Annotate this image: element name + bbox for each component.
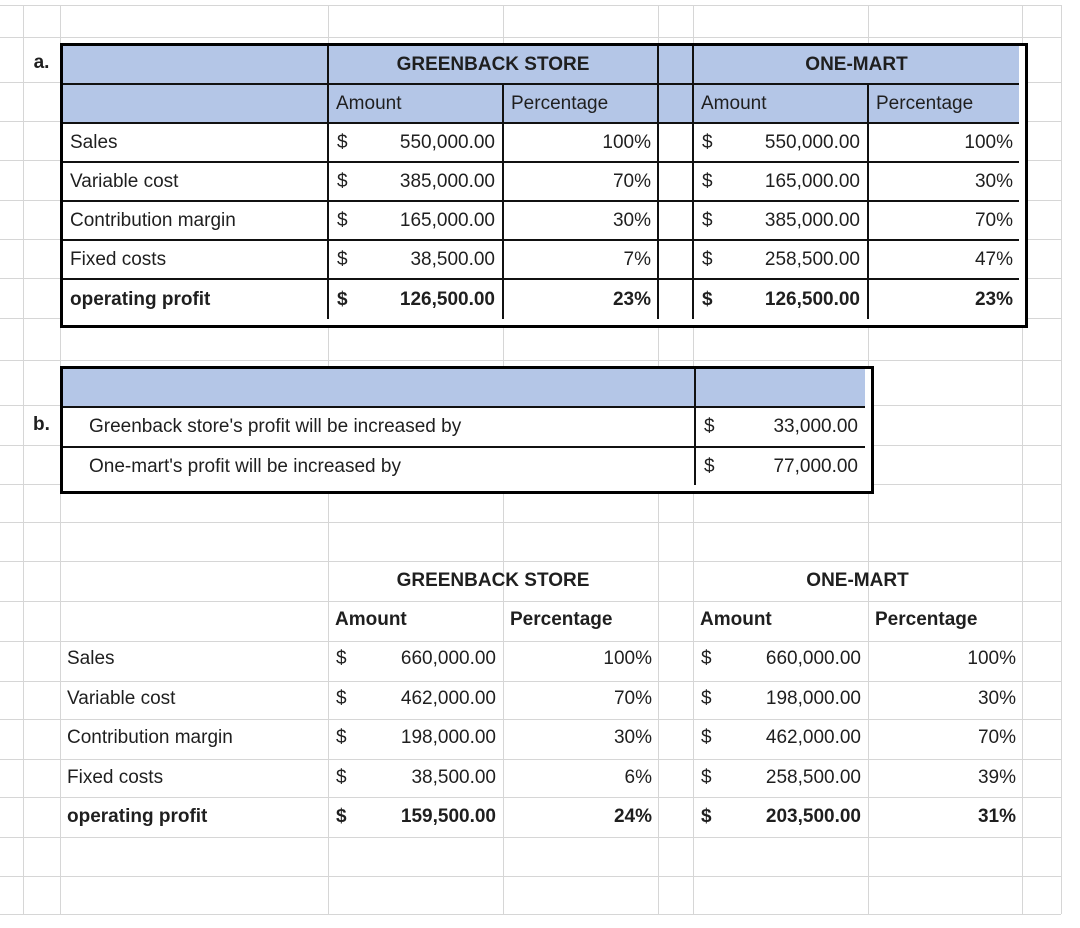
spreadsheet-cell[interactable]	[658, 640, 693, 679]
amount-value: 198,000.00	[765, 687, 861, 709]
amount-cell[interactable]	[693, 719, 868, 758]
percentage-cell[interactable]	[503, 719, 658, 758]
amount-cell[interactable]	[693, 679, 868, 718]
amount-cell[interactable]	[328, 719, 503, 758]
amount-value: 258,500.00	[764, 248, 860, 270]
currency-symbol: $	[702, 248, 713, 270]
column-header-label: Percentage	[876, 92, 974, 114]
percentage-cell[interactable]	[504, 202, 659, 241]
currency-symbol: $	[336, 766, 347, 788]
amount-value: 258,500.00	[765, 766, 861, 788]
percentage-cell[interactable]	[504, 124, 659, 163]
section-label-b: b.	[33, 414, 50, 435]
percentage-value: 30%	[974, 170, 1013, 192]
gridline	[0, 37, 1061, 38]
percentage-cell[interactable]	[868, 719, 1022, 758]
row-label-cell[interactable]	[60, 640, 328, 679]
row-label-cell[interactable]	[63, 202, 329, 241]
one-mart-header[interactable]	[693, 561, 1022, 600]
spreadsheet-cell[interactable]	[658, 561, 693, 600]
currency-symbol: $	[337, 288, 348, 310]
currency-symbol: $	[337, 131, 348, 153]
table-b	[60, 366, 874, 494]
percentage-cell[interactable]	[869, 280, 1019, 319]
currency-symbol: $	[336, 687, 347, 709]
amount-cell[interactable]	[329, 202, 504, 241]
spreadsheet-cell[interactable]	[659, 124, 694, 163]
store-header-label: GREENBACK STORE	[396, 53, 590, 75]
percentage-value: 23%	[612, 288, 651, 310]
row-label: Contribution margin	[70, 209, 236, 231]
percentage-value: 24%	[613, 806, 652, 828]
amount-cell[interactable]	[693, 758, 868, 797]
amount-value: 462,000.00	[400, 687, 496, 709]
amount-value: 126,500.00	[764, 288, 860, 310]
amount-value: 385,000.00	[399, 170, 495, 192]
currency-symbol: $	[702, 131, 713, 153]
amount-value: 165,000.00	[764, 170, 860, 192]
amount-cell[interactable]	[329, 163, 504, 202]
row-label: Fixed costs	[70, 248, 167, 270]
spreadsheet-cell[interactable]	[658, 758, 693, 797]
spreadsheet-cell[interactable]	[659, 85, 694, 124]
percentage-value: 100%	[602, 131, 651, 153]
profit-increase-label-cell[interactable]	[63, 408, 696, 448]
spreadsheet-cell[interactable]	[658, 797, 693, 836]
currency-symbol: $	[336, 806, 347, 828]
column-header-label: Amount	[335, 609, 407, 631]
percentage-value: 70%	[612, 170, 651, 192]
amount-value: 660,000.00	[765, 648, 861, 670]
gridline	[23, 5, 24, 914]
row-label: Contribution margin	[67, 727, 233, 749]
amount-value: 159,500.00	[400, 806, 496, 828]
amount-cell[interactable]	[329, 241, 504, 280]
currency-symbol: $	[702, 288, 713, 310]
amount-value: 33,000.00	[773, 416, 858, 437]
amount-cell[interactable]	[328, 640, 503, 679]
amount-cell[interactable]	[694, 280, 869, 319]
spreadsheet-cell[interactable]	[658, 679, 693, 718]
amount-value: 126,500.00	[399, 288, 495, 310]
percentage-value: 70%	[974, 209, 1013, 231]
percentage-value: 30%	[612, 209, 651, 231]
amount-cell[interactable]	[328, 797, 503, 836]
amount-value: 165,000.00	[399, 209, 495, 231]
amount-column-header[interactable]	[329, 85, 504, 124]
spreadsheet-cell[interactable]	[63, 369, 696, 408]
percentage-column-header[interactable]	[503, 600, 658, 639]
store-header-label: GREENBACK STORE	[396, 569, 590, 591]
currency-symbol: $	[702, 170, 713, 192]
spreadsheet-cell[interactable]	[63, 85, 329, 124]
spreadsheet-cell[interactable]	[63, 46, 329, 85]
amount-cell[interactable]	[696, 448, 865, 485]
amount-value: 198,000.00	[400, 727, 496, 749]
row-label: Fixed costs	[67, 766, 164, 788]
amount-column-header[interactable]	[693, 600, 868, 639]
amount-column-header[interactable]	[694, 85, 869, 124]
amount-cell[interactable]	[693, 640, 868, 679]
amount-cell[interactable]	[694, 202, 869, 241]
amount-value: 550,000.00	[399, 131, 495, 153]
percentage-cell[interactable]	[503, 679, 658, 718]
amount-value: 462,000.00	[765, 727, 861, 749]
amount-cell[interactable]	[329, 124, 504, 163]
percentage-value: 100%	[603, 648, 652, 670]
currency-symbol: $	[702, 209, 713, 231]
gridline	[0, 837, 1061, 838]
percentage-column-header[interactable]	[504, 85, 659, 124]
percentage-value: 70%	[613, 687, 652, 709]
percentage-cell[interactable]	[869, 241, 1019, 280]
row-label-cell[interactable]	[63, 241, 329, 280]
percentage-cell[interactable]	[868, 797, 1022, 836]
gridline	[0, 522, 1061, 523]
column-header-label: Amount	[700, 609, 772, 631]
spreadsheet-cell[interactable]	[659, 280, 694, 319]
gridline	[0, 914, 1061, 915]
greenback-store-header[interactable]	[329, 46, 659, 85]
row-label-cell[interactable]	[63, 280, 329, 319]
percentage-cell[interactable]	[869, 124, 1019, 163]
spreadsheet-cell[interactable]	[659, 202, 694, 241]
percentage-value: 70%	[977, 727, 1016, 749]
column-header-label: Amount	[701, 92, 767, 114]
store-header-label: ONE-MART	[806, 569, 909, 591]
row-label-cell[interactable]	[60, 758, 328, 797]
percentage-cell[interactable]	[504, 241, 659, 280]
percentage-value: 100%	[964, 131, 1013, 153]
currency-symbol: $	[337, 209, 348, 231]
amount-cell[interactable]	[693, 797, 868, 836]
percentage-column-header[interactable]	[869, 85, 1019, 124]
currency-symbol: $	[701, 766, 712, 788]
spreadsheet-cell[interactable]	[659, 46, 694, 85]
amount-value: 203,500.00	[765, 806, 861, 828]
percentage-value: 30%	[977, 687, 1016, 709]
row-label: operating profit	[70, 288, 211, 310]
gridline	[0, 360, 1061, 361]
row-label-cell[interactable]	[60, 719, 328, 758]
currency-symbol: $	[337, 248, 348, 270]
amount-value: 38,500.00	[411, 766, 496, 788]
percentage-value: 23%	[974, 288, 1013, 310]
column-header-label: Percentage	[875, 609, 978, 631]
amount-value: 660,000.00	[400, 648, 496, 670]
amount-value: 550,000.00	[764, 131, 860, 153]
row-label: Sales	[67, 648, 115, 670]
currency-symbol: $	[336, 648, 347, 670]
percentage-cell[interactable]	[868, 758, 1022, 797]
spreadsheet-cell[interactable]	[659, 241, 694, 280]
column-header-label: Percentage	[510, 609, 613, 631]
percentage-value: 31%	[977, 806, 1016, 828]
column-header-label: Percentage	[511, 92, 609, 114]
store-header-label: ONE-MART	[805, 53, 908, 75]
percentage-value: 7%	[623, 248, 651, 270]
statement-text: Greenback store's profit will be increased by	[89, 416, 462, 437]
amount-value: 77,000.00	[773, 455, 858, 477]
row-label: Sales	[70, 131, 118, 153]
table-c	[60, 561, 1022, 837]
statement-text: One-mart's profit will be increased by	[89, 455, 401, 477]
spreadsheet-cell[interactable]	[60, 561, 328, 600]
amount-value: 38,500.00	[410, 248, 495, 270]
currency-symbol: $	[336, 727, 347, 749]
row-label-cell[interactable]	[60, 679, 328, 718]
currency-symbol: $	[701, 648, 712, 670]
row-label: Variable cost	[70, 170, 179, 192]
amount-column-header[interactable]	[328, 600, 503, 639]
table-a	[60, 43, 1028, 328]
amount-cell[interactable]	[328, 679, 503, 718]
column-header-label: Amount	[336, 92, 402, 114]
percentage-value: 39%	[977, 766, 1016, 788]
spreadsheet-cell[interactable]	[658, 719, 693, 758]
percentage-cell[interactable]	[868, 679, 1022, 718]
profit-increase-label-cell[interactable]	[63, 448, 696, 485]
currency-symbol: $	[704, 416, 715, 437]
amount-cell[interactable]	[328, 758, 503, 797]
amount-cell[interactable]	[329, 280, 504, 319]
percentage-cell[interactable]	[869, 202, 1019, 241]
percentage-cell[interactable]	[504, 163, 659, 202]
gridline	[1061, 5, 1062, 914]
gridline	[0, 5, 1061, 6]
amount-cell[interactable]	[694, 241, 869, 280]
percentage-cell[interactable]	[504, 280, 659, 319]
percentage-cell[interactable]	[869, 163, 1019, 202]
spreadsheet-cell[interactable]	[658, 600, 693, 639]
gridline	[0, 876, 1061, 877]
section-label-a: a.	[33, 51, 50, 73]
percentage-column-header[interactable]	[868, 600, 1022, 639]
percentage-value: 100%	[967, 648, 1016, 670]
percentage-cell[interactable]	[503, 758, 658, 797]
amount-cell[interactable]	[696, 408, 865, 448]
row-label-cell[interactable]	[63, 163, 329, 202]
one-mart-header[interactable]	[694, 46, 1019, 85]
amount-value: 385,000.00	[764, 209, 860, 231]
greenback-store-header[interactable]	[328, 561, 658, 600]
percentage-value: 6%	[624, 766, 652, 788]
currency-symbol: $	[701, 727, 712, 749]
percentage-cell[interactable]	[503, 797, 658, 836]
spreadsheet-cell[interactable]	[60, 600, 328, 639]
amount-cell[interactable]	[694, 163, 869, 202]
currency-symbol: $	[704, 455, 715, 477]
row-label-cell[interactable]	[63, 124, 329, 163]
amount-cell[interactable]	[694, 124, 869, 163]
currency-symbol: $	[337, 170, 348, 192]
currency-symbol: $	[701, 806, 712, 828]
spreadsheet-cell[interactable]	[696, 369, 865, 408]
row-label-cell[interactable]	[60, 797, 328, 836]
percentage-cell[interactable]	[503, 640, 658, 679]
percentage-cell[interactable]	[868, 640, 1022, 679]
row-label: operating profit	[67, 806, 208, 828]
row-label: Variable cost	[67, 687, 176, 709]
spreadsheet-cell[interactable]	[659, 163, 694, 202]
currency-symbol: $	[701, 687, 712, 709]
percentage-value: 30%	[613, 727, 652, 749]
percentage-value: 47%	[974, 248, 1013, 270]
